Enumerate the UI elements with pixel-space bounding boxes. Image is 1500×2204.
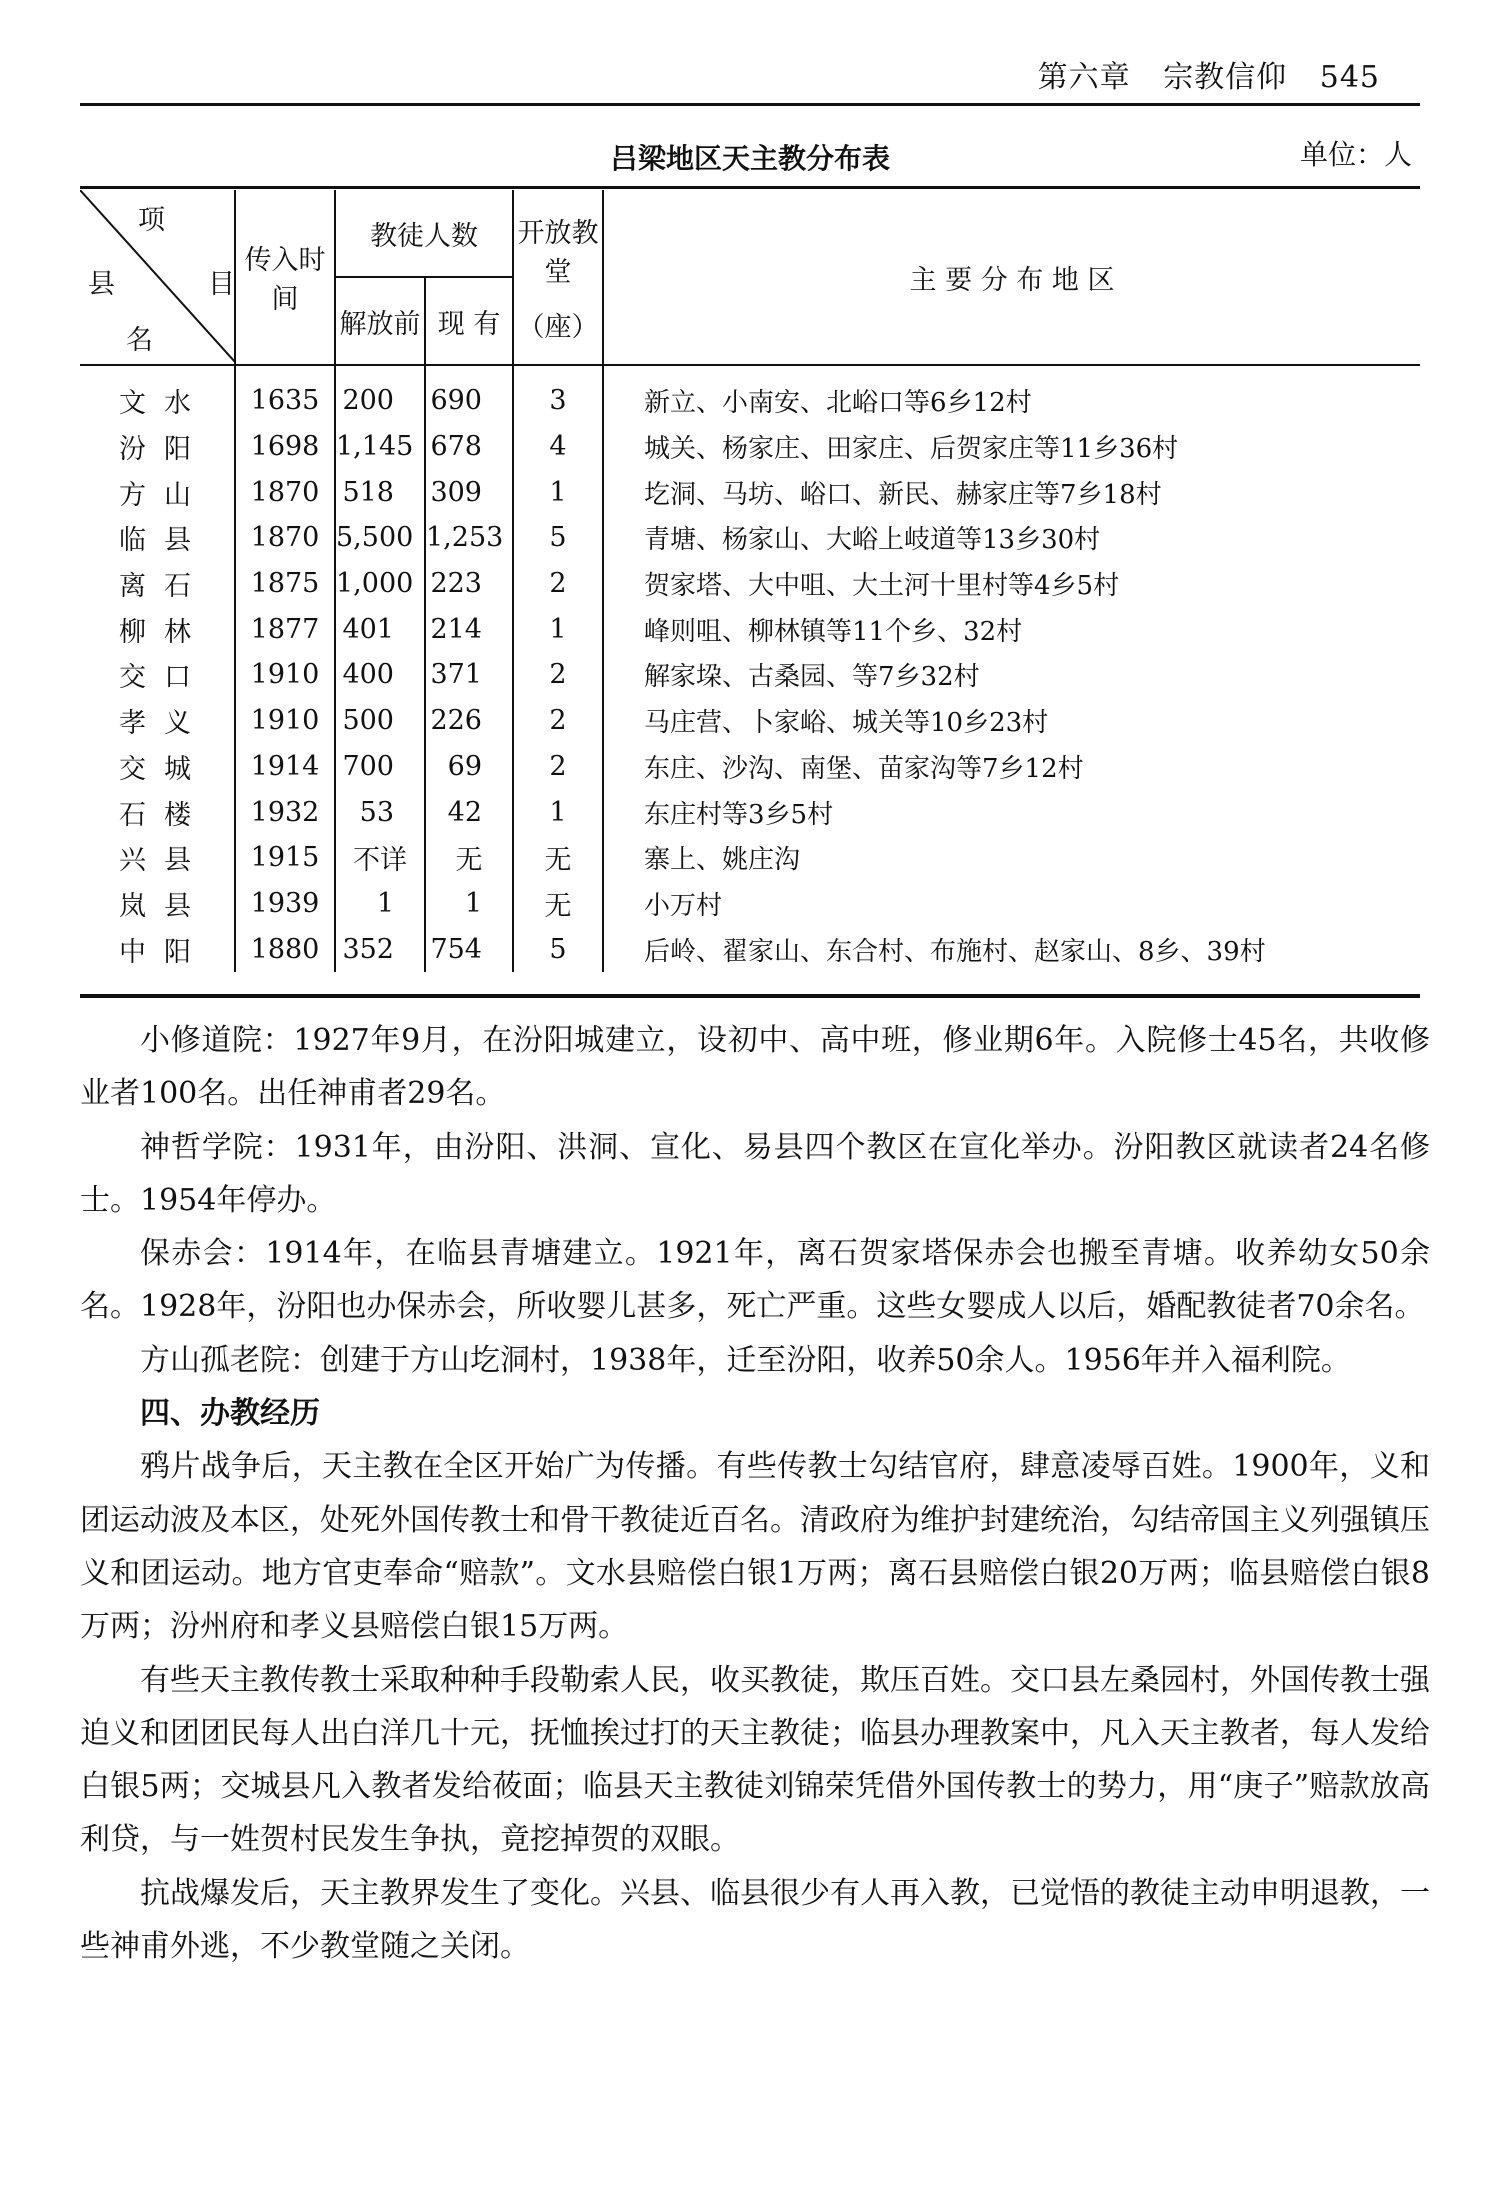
current-cell: 678: [425, 424, 513, 470]
header-believers: 教徒人数: [335, 190, 513, 277]
table-bottom-rule: [80, 994, 1420, 998]
regions-cell: 圪洞、马坊、峪口、新民、赫家庄等7乡18村: [644, 479, 1162, 510]
before-cell: 1,000: [335, 561, 425, 607]
table-row: [80, 424, 1420, 470]
running-header: [1016, 52, 1380, 96]
county-cell: 文水: [80, 365, 235, 424]
county-cell: 离石: [80, 561, 235, 607]
churches-cell: 5: [513, 926, 603, 972]
county-cell: 柳林: [80, 606, 235, 652]
table-row: [80, 365, 1420, 424]
regions-cell: 东庄村等3乡5村: [644, 799, 834, 830]
table-row: [80, 698, 1420, 744]
year-cell: 1870: [235, 515, 335, 561]
diagonal-header-cell: [80, 190, 235, 365]
year-cell: 1914: [235, 744, 335, 790]
current-cell: 371: [425, 652, 513, 698]
table-row: [80, 561, 1420, 607]
year-cell: 1910: [235, 652, 335, 698]
header-churches-label: 开放教堂: [517, 217, 599, 288]
paragraph-orphanage: 保赤会：1914年，在临县青塘建立。1921年，离石贺家塔保赤会也搬至青塘。收养幼女50余名。1928年，汾阳也办保赤会，所收婴儿甚多，死亡严重。这些女婴成人以后，婚配教徒者70余名。: [80, 1236, 1430, 1325]
table-row: [80, 835, 1420, 881]
regions-cell: 东庄、沙沟、南堡、苗家沟等7乡12村: [644, 753, 1084, 784]
year-cell: 1875: [235, 561, 335, 607]
churches-cell: 1: [513, 469, 603, 515]
year-cell: 1939: [235, 881, 335, 927]
before-cell: 1,145: [335, 424, 425, 470]
table-row: [80, 515, 1420, 561]
distribution-table: [80, 190, 1420, 972]
year-cell: 1870: [235, 469, 335, 515]
county-cell: 中阳: [80, 926, 235, 972]
body-text: [80, 1014, 1430, 1973]
before-cell: 352: [335, 926, 425, 972]
chapter-label: 第六章: [1037, 60, 1131, 95]
diag-label-bottom: 名: [126, 325, 153, 356]
table-row: [80, 606, 1420, 652]
year-cell: 1877: [235, 606, 335, 652]
header-regions: 主 要 分 布 地 区: [603, 190, 1420, 365]
section-heading: 四、办教经历: [140, 1396, 320, 1432]
table-unit: 单位：人: [1299, 138, 1412, 171]
churches-cell: 2: [513, 698, 603, 744]
current-cell: 无: [425, 835, 513, 881]
current-cell: 690: [425, 365, 513, 424]
churches-cell: 2: [513, 652, 603, 698]
paragraph-history-1: 鸦片战争后，天主教在全区开始广为传播。有些传教士勾结官府，肆意凌辱百姓。1900年，义和团运动波及本区，处死外国传教士和骨干教徒近百名。清政府为维护封建统治，勾结帝国主义列强镇压义和团运动。地方官吏奉命“赔款”。文水县赔偿白银1万两；离石县赔偿白银20万两；临县赔偿白银8万两；汾州府和孝义县赔偿白银15万两。: [80, 1449, 1430, 1645]
paragraph-elderly-home: 方山孤老院：创建于方山圪洞村，1938年，迁至汾阳，收养50余人。1956年并入福利院。: [140, 1342, 1351, 1378]
county-cell: 石楼: [80, 789, 235, 835]
table-row: [80, 744, 1420, 790]
current-cell: 214: [425, 606, 513, 652]
before-cell: 401: [335, 606, 425, 652]
current-cell: 69: [425, 744, 513, 790]
paragraph-seminary: 神哲学院：1931年，由汾阳、洪洞、宣化、易县四个教区在宣化举办。汾阳教区就读者24名修士。1954年停办。: [80, 1129, 1430, 1218]
header-year: 传入时间: [235, 190, 335, 365]
churches-cell: 4: [513, 424, 603, 470]
regions-cell: 解家垜、古桑园、等7乡32村: [644, 662, 980, 693]
churches-cell: 无: [513, 835, 603, 881]
header-before: 解放前: [335, 277, 425, 365]
table-caption: 吕梁地区天主教分布表: [609, 142, 890, 175]
regions-cell: 小万村: [644, 890, 723, 921]
before-cell: 700: [335, 744, 425, 790]
table-row: [80, 789, 1420, 835]
current-cell: 226: [425, 698, 513, 744]
county-cell: 孝义: [80, 698, 235, 744]
current-cell: 42: [425, 789, 513, 835]
chapter-title: 宗教信仰: [1163, 60, 1288, 95]
year-cell: 1880: [235, 926, 335, 972]
year-cell: 1932: [235, 789, 335, 835]
churches-cell: 1: [513, 606, 603, 652]
regions-cell: 新立、小南安、北峪口等6乡12村: [644, 388, 1032, 419]
before-cell: 53: [335, 789, 425, 835]
regions-cell: 贺家塔、大中咀、大土河十里村等4乡5村: [644, 571, 1120, 602]
current-cell: 223: [425, 561, 513, 607]
year-cell: 1698: [235, 424, 335, 470]
current-cell: 1: [425, 881, 513, 927]
regions-cell: 青塘、杨家山、大峪上岐道等13乡30村: [644, 525, 1101, 556]
county-cell: 方山: [80, 469, 235, 515]
table-row: [80, 469, 1420, 515]
year-cell: 1915: [235, 835, 335, 881]
before-cell: 1: [335, 881, 425, 927]
regions-cell: 寨上、姚庄沟: [644, 845, 801, 876]
before-cell: 400: [335, 652, 425, 698]
churches-cell: 无: [513, 881, 603, 927]
county-cell: 交城: [80, 744, 235, 790]
before-cell: 200: [335, 365, 425, 424]
year-cell: 1635: [235, 365, 335, 424]
before-cell: 500: [335, 698, 425, 744]
regions-cell: 后岭、翟家山、东合村、布施村、赵家山、8乡、39村: [644, 936, 1266, 967]
header-current: 现 有: [425, 277, 513, 365]
county-cell: 兴县: [80, 835, 235, 881]
current-cell: 754: [425, 926, 513, 972]
table-row: [80, 881, 1420, 927]
table-row: [80, 926, 1420, 972]
current-cell: 309: [425, 469, 513, 515]
county-cell: 临县: [80, 515, 235, 561]
churches-cell: 2: [513, 561, 603, 607]
county-cell: 岚县: [80, 881, 235, 927]
paragraph-history-2: 有些天主教传教士采取种种手段勒索人民，收买教徒，欺压百姓。交口县左桑园村，外国传教士强迫义和团团民每人出白洋几十元，抚恤挨过打的天主教徒；临县办理教案中，凡入天主教者，每人发给白银5两；交城县凡入教者发给莜面；临县天主教徒刘锦荣凭借外国传教士的势力，用“庚子”赔款放高利贷，与一姓贺村民发生争执，竟挖掉贺的双眼。: [80, 1662, 1430, 1858]
table-top-rule: [80, 186, 1420, 189]
churches-cell: 2: [513, 744, 603, 790]
regions-cell: 峰则咀、柳林镇等11个乡、32村: [644, 616, 1023, 647]
table-row: [80, 652, 1420, 698]
header-churches-unit: （座）: [517, 311, 599, 343]
churches-cell: 1: [513, 789, 603, 835]
header-churches: [513, 190, 603, 365]
county-cell: 汾阳: [80, 424, 235, 470]
paragraph-history-3: 抗战爆发后，天主教界发生了变化。兴县、临县很少有人再入教，已觉悟的教徒主动申明退教，一些神甫外逃，不少教堂随之关闭。: [80, 1875, 1430, 1965]
header-rule: [80, 103, 1420, 106]
paragraph-minor-seminary: 小修道院：1927年9月，在汾阳城建立，设初中、高中班，修业期6年。入院修士45名，共收修业者100名。出任神甫者29名。: [80, 1023, 1430, 1112]
diag-label-top: 项: [138, 205, 165, 236]
county-cell: 交口: [80, 652, 235, 698]
page-number: 545: [1319, 60, 1380, 95]
diag-label-right: 目: [208, 269, 235, 300]
before-cell: 518: [335, 469, 425, 515]
current-cell: 1,253: [425, 515, 513, 561]
regions-cell: 马庄营、卜家峪、城关等10乡23村: [644, 708, 1049, 739]
year-cell: 1910: [235, 698, 335, 744]
before-cell: 不详: [335, 835, 425, 881]
churches-cell: 3: [513, 365, 603, 424]
churches-cell: 5: [513, 515, 603, 561]
before-cell: 5,500: [335, 515, 425, 561]
diag-label-left: 县: [88, 269, 115, 300]
regions-cell: 城关、杨家庄、田家庄、后贺家庄等11乡36村: [644, 434, 1179, 465]
